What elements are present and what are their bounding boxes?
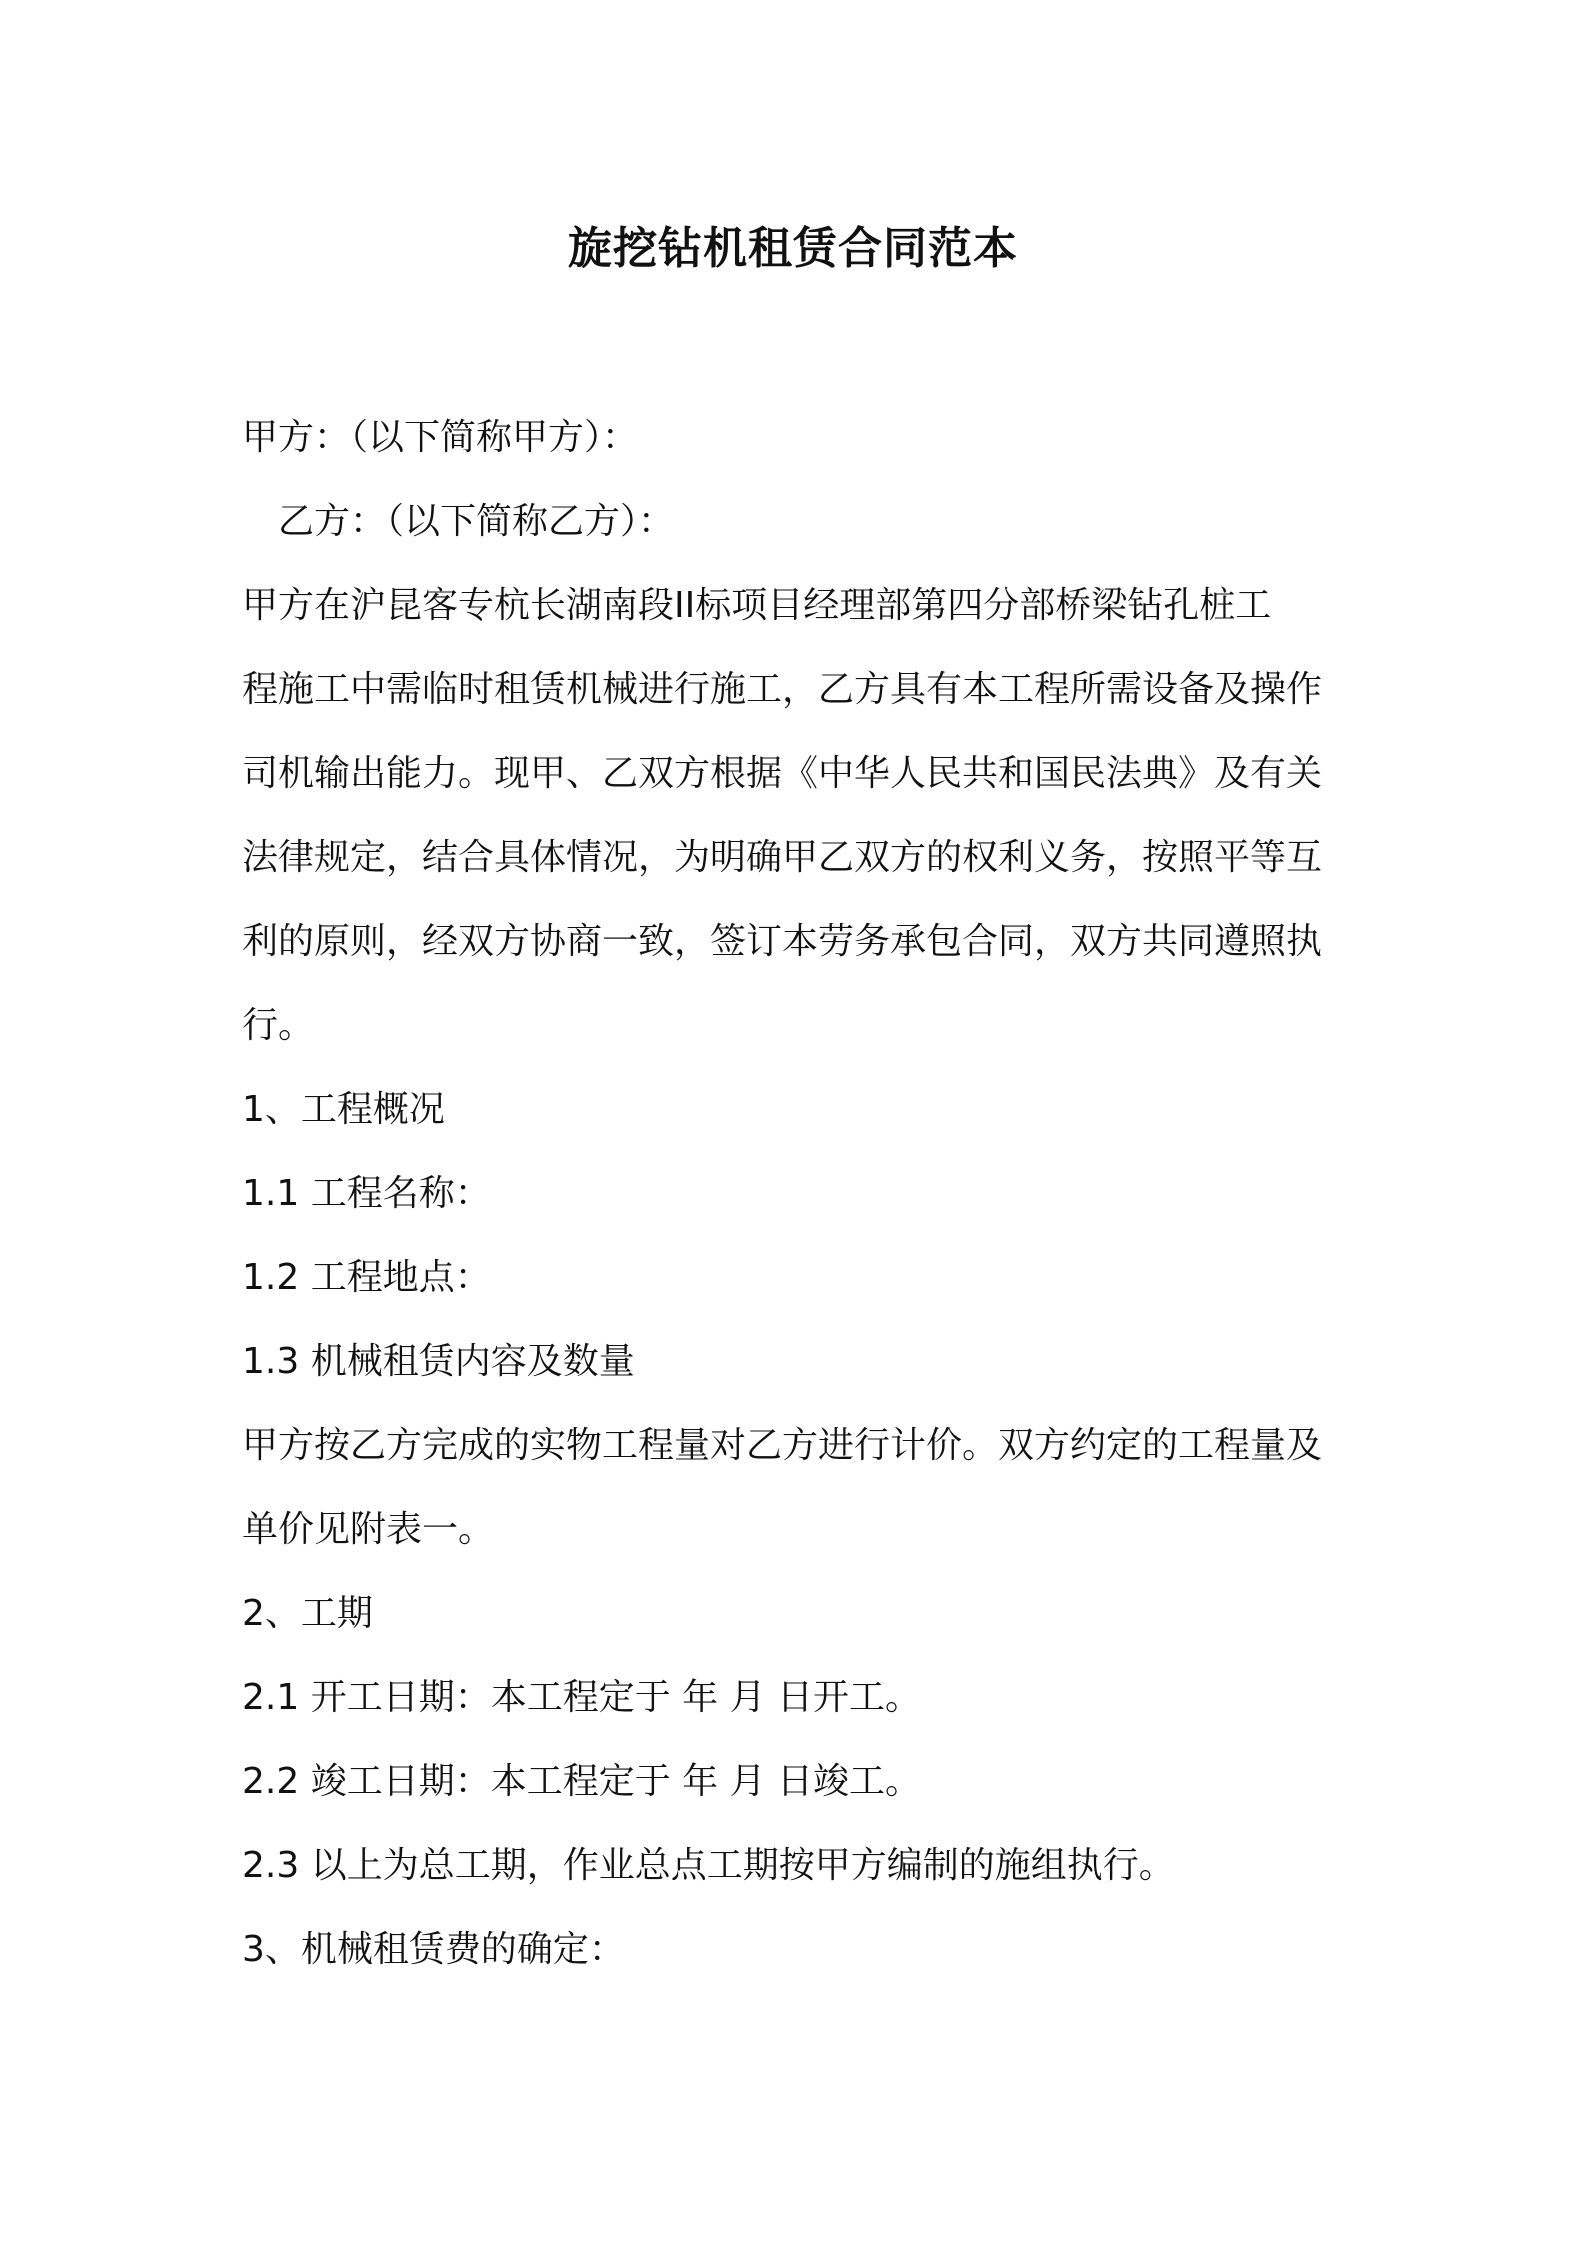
clause-project-name: 1.1 工程名称： — [242, 1173, 491, 1214]
clause-body-line: 单价见附表一。 — [242, 1509, 495, 1550]
clause-completion-date: 2.2 竣工日期：本工程定于 年 月 日竣工。 — [242, 1761, 922, 1802]
party-b-line: 乙方：（以下简称乙方）： — [278, 501, 675, 542]
clause-total-schedule: 2.3 以上为总工期，作业总点工期按甲方编制的施组执行。 — [242, 1845, 1175, 1886]
section-heading: 3、机械租赁费的确定： — [242, 1929, 625, 1970]
clause-rental-content: 1.3 机械租赁内容及数量 — [242, 1341, 635, 1382]
section-heading: 2、工期 — [242, 1593, 373, 1634]
party-a-line: 甲方：（以下简称甲方）： — [242, 417, 639, 458]
preamble-line: 甲方在沪昆客专杭长湖南段II标项目经理部第四分部桥梁钻孔桩工 — [242, 585, 1272, 626]
preamble-line: 司机输出能力。现甲、乙双方根据《中华人民共和国民法典》及有关 — [242, 753, 1323, 794]
preamble-line: 程施工中需临时租赁机械进行施工，乙方具有本工程所需设备及操作 — [242, 669, 1323, 710]
clause-project-location: 1.2 工程地点： — [242, 1257, 491, 1298]
clause-body-line: 甲方按乙方完成的实物工程量对乙方进行计价。双方约定的工程量及 — [242, 1425, 1323, 1466]
document-title: 旋挖钻机租赁合同范本 — [568, 223, 1018, 274]
section-heading: 1、工程概况 — [242, 1089, 445, 1130]
preamble-line: 法律规定，结合具体情况，为明确甲乙双方的权利义务，按照平等互 — [242, 837, 1323, 878]
preamble-line: 行。 — [242, 1005, 315, 1046]
clause-start-date: 2.1 开工日期：本工程定于 年 月 日开工。 — [242, 1677, 922, 1718]
preamble-line: 利的原则，经双方协商一致，签订本劳务承包合同，双方共同遵照执 — [242, 921, 1323, 962]
